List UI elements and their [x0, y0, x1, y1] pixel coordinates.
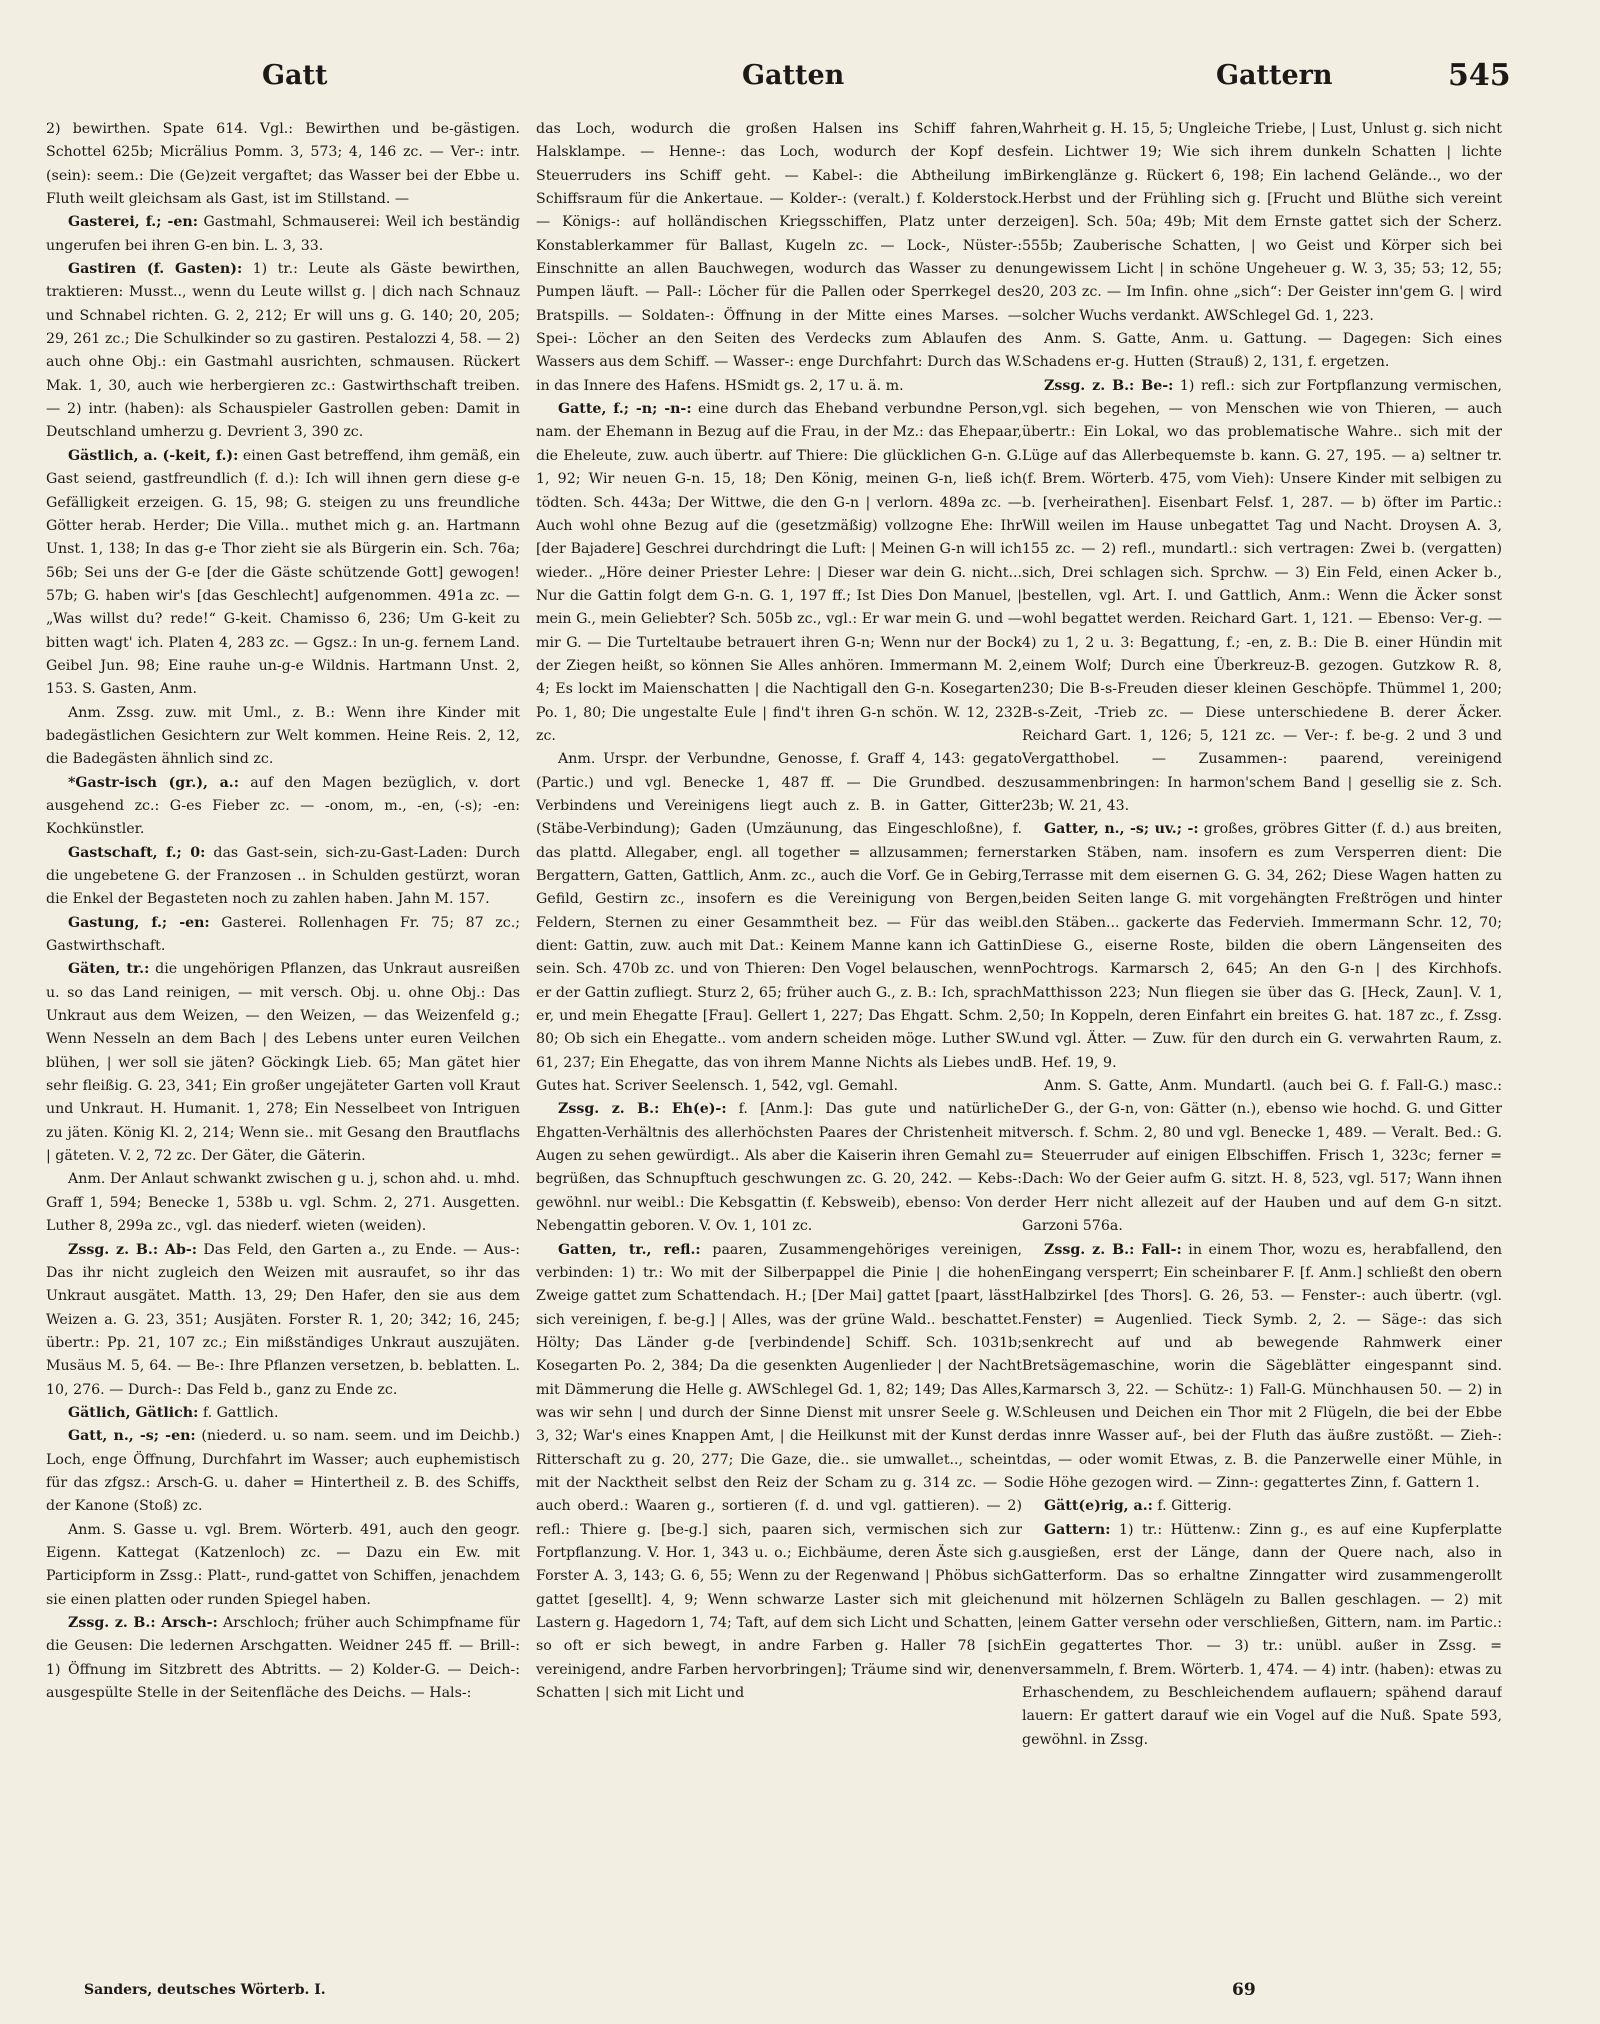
- dictionary-entry: [1022, 375, 1502, 819]
- entry-headword: Zssg. z. B.: Arsch-:: [68, 1615, 218, 1631]
- dictionary-entry: [46, 1425, 520, 1518]
- entry-text: f. Gattlich.: [202, 1404, 279, 1421]
- dictionary-entry: [46, 1402, 520, 1425]
- dictionary-entry: [46, 211, 520, 258]
- entry-headword: *Gastr-isch (gr.), a.:: [68, 774, 239, 791]
- entry-text: Gastmahl, Schmauserei: Weil ich beständig ungerufen bei ihren G-en bin. L. 3, 33.: [46, 214, 520, 254]
- entry-text: f. Gitterig.: [1157, 1498, 1232, 1515]
- column-center: [536, 118, 1022, 1974]
- column-left: [46, 118, 520, 1974]
- dictionary-entry: [536, 398, 1022, 748]
- entry-text: 1) refl.: sich zur Fortpflanzung vermischen, vgl. sich begehen, — von Menschen wie von Thieren, — auch übertr.: Ein Lokal, wo das problematische Wahre.. sich mit der Lüge auf das Allerbequemste b. kann. G. 27, 195. — a) seltner tr. (f. Brem. Wörterb. 475, vom Vieh): Unsere Kinder mit selbigen zu b. [verheirathen]. Eisenbart Felsf. 1, 287. — b) öfter im Partic.: Will weilen im Hause unbegattet Tag und Nacht. Droysen A. 3, 155 zc. — 2) refl., mundartl.: sich vertragen: Zwei b. (vergatten) sich, Drei schlagen sich. Sprchw. — 3) Ein Feld, einen Acker b., bestellen, vgl. Art. I. und Gattlich, Anm.: Wenn die Äcker sonst wohl begattet werden. Reichard Gart. 1, 121. — Ebenso: Ver-g. — 4) zu 1, 2 u. 3: Begattung, f.; -en, z. B.: Die B. einer Hündin mit einem Wolf; Durch eine Überkreuz-B. gezogen. Gutzkow R. 8, 230; Die B-s-Freuden dieser kleinen Geschöpfe. Thümmel 1, 200; B-s-Zeit, -Trieb zc. — Diese unterschiedene B. derer Äcker. Reichard Gart. 1, 126; 5, 121 zc. — Ver-: f. be-g. 2 und 3 und Vergatthobel. — Zusammen-: paarend, vereinigend zusammenbringen: In harmon'schem Band | gesellig sie z. Sch. 23b; W. 21, 43.: [1022, 377, 1502, 814]
- dictionary-entry: [46, 702, 520, 772]
- page-number: 545: [1448, 58, 1511, 93]
- entry-text: Arschloch; früher auch Schimpfname für die Geusen: Die ledernen Arschgatten. Weidner 245 ff. — Brill-: 1) Öffnung im Sitzbrett des Abtritts. — 2) Kolder-G. — Deich-: ausgespülte Stelle in der Seitenfläche des Deichs. — Hals-:: [46, 1615, 520, 1702]
- entry-text: Wahrheit g. H. 15, 5; Ungleiche Triebe, | Lust, Unlust g. sich nicht fein. Lichtwer 19; Wie sich ihrem dunkeln Schatten | lichte Birkenglänze g. Rückert 6, 198; Ein lachend Gelände.., wo der Herbst und der Frühling sich g. [Frucht und Blüthe sich vereint zeigen]. Sch. 50a; 49b; Mit dem Ernste gattet sich der Scherz. 555b; Zauberische Schatten, | wo Geist und Körper sich bei ungewissem Licht | in schöne Ungeheuer g. W. 3, 35; 53; 12, 55; 20, 203 zc. — Im Infin. ohne „sich“: Der Geister inn'gem G. | wird solcher Wuchs verdankt. AWSchlegel Gd. 1, 223.: [1022, 121, 1502, 324]
- entry-text: Das Feld, den Garten a., zu Ende. — Aus-: Das ihr nicht zugleich den Weizen mit ausraufet, so ihr das Unkraut ausgätet. Matth. 13, 29; Den Hafer, den sie aus dem Weizen a. G. 23, 351; Ausjäten. Forster R. 1, 20; 342; 16, 245; übertr.: Pp. 21, 107 zc.; Ein mißständiges Unkraut auszujäten. Musäus M. 5, 64. — Be-: Ihre Pflanzen versetzen, b. beblatten. L. 10, 276. — Durch-: Das Feld b., ganz zu Ende zc.: [46, 1241, 520, 1398]
- dictionary-entry: [1022, 1239, 1502, 1496]
- entry-headword: Gastiren (f. Gasten):: [68, 261, 243, 278]
- entry-headword: Zssg. z. B.: Be-:: [1044, 377, 1174, 394]
- dictionary-entry: [46, 118, 520, 211]
- entry-headword: Gästlich, a. (-keit, f.):: [68, 447, 239, 464]
- dictionary-entry: [46, 958, 520, 1168]
- header-headword-center: Gatten: [742, 60, 845, 91]
- dictionary-entry: [536, 748, 1022, 1098]
- entry-text: Anm. Urspr. der Verbundne, Genosse, f. Graff 4, 143: gegato (Partic.) und vgl. Benecke 1, 487 ff. — Die Grundbed. des Verbindens und Vereinigens liegt auch z. B. in Gatter, Gitter (Stäbe-Verbindung); Gaden (Umzäunung, das Eingeschloßne), f. das plattd. Allegaber, engl. all together = allzusammen; ferner Bergattern, Gatten, Gattlich, Anm. zc., auch die Vorf. Ge in Gebirg, Gefild, Gestirn zc., insofern es die Vereinigung von Bergen, Feldern, Sternen zu einer Gesammtheit bez. — Für das weibl. dient: Gattin, zuw. auch mit Dat.: Keinem Manne kann ich Gattin sein. Sch. 470b zc. und von Thieren: Den Vogel belauschen, wenn er der Gattin zufliegt. Sturz 2, 65; früher auch G., z. B.: Ich, sprach er, und mein Ehegatte [Frau]. Gellert 1, 227; Das Ehgatt. Schm. 2, 80; Ob sich ein Ehegatte.. vom andern scheiden möge. Luther SW. 61, 237; Ein Ehegatte, das von ihrem Manne Nichts als Liebes und Gutes hat. Scriver Seelensch. 1, 542, vgl. Gemahl.: [536, 751, 1022, 1095]
- dictionary-entry: [1022, 1075, 1502, 1238]
- entry-text: das Gast-sein, sich-zu-Gast-Laden: Durch die ungebetene G. der Franzosen .. in Schulden gestürzt, woran die Enkel der Begasteten noch zu zahlen haben. Jahn M. 157.: [46, 844, 520, 908]
- entry-text: einen Gast betreffend, ihm gemäß, ein Gast seiend, gastfreundlich (f. d.): Ich will ihnen gern diese g-e Gefälligkeit erzeigen. G. 15, 98; G. steigen zu uns freundliche Götter herab. Herder; Die Villa.. muthet mich g. an. Hartmann Unst. 1, 138; In das g-e Thor zieht sie als Bürgerin ein. Sch. 76a; 56b; Sei uns der G-e [der die Gäste schützende Gott] gewogen! 57b; G. haben wir's [das Geschlecht] aufgenommen. 491a zc. — „Was willst du? rede!“ G-keit. Chamisso 6, 236; Um G-keit zu bitten wagt' ich. Platen 4, 283 zc. — Ggsz.: In un-g. fernem Land. Geibel Jun. 98; Eine rauhe un-g-e Wildnis. Hartmann Unst. 2, 153. S. Gasten, Anm.: [46, 447, 520, 698]
- entry-text: paaren, Zusammengehöriges vereinigen, verbinden: 1) tr.: Wo mit der Silberpappel die Pinie | die hohen Zweige gattet zum Schattendach. H.; [Der Mai] gattet [paart, lässt sich vereinigen, f. be-g.] | Alles, was der grüne Wald.. beschattet. Hölty; Das Länder g-de [verbindende] Schiff. Sch. 1031b; Kosegarten Po. 2, 384; Da die gesenkten Augenlieder | der Nacht mit Dämmerung die Helle g. AWSchlegel Gd. 1, 82; 149; Das Alles, was wir sehn | und durch der Sinne Dienst mit unsrer Seele g. W. 3, 32; War's eines Knappen Amt, | die Heilkunst mit der Kunst der Ritterschaft zu g. 20, 277; Die Gaze, die.. sie umwallet.., scheint mit der Nacktheit selbst den Reiz der Scham zu g. 314 zc. — So auch oberd.: Waaren g., sortieren (f. d. und vgl. gattieren). — 2) refl.: Thiere g. [be-g.] sich, paaren sich, vermischen sich zur Fortpflanzung. V. Hor. 1, 343 u. o.; Eichbäume, deren Äste sich g. Forster A. 3, 143; G. 6, 55; Wenn zu der Regenwand | Phöbus sich gattet [gesellt]. 4, 9; Wenn schwarze Laster sich mit gleichen Lastern g. Hagedorn 1, 74; Taft, auf dem sich Licht und Schatten, | so oft er sich bewegt, in andre Farben g. Haller 78 [sich vereinigend, andre Farben hervorbringen]; Träume sind wir, denen Schatten | sich mit Licht und: [536, 1241, 1022, 1702]
- entry-headword: Gastschaft, f.; 0:: [68, 844, 206, 861]
- entry-headword: Gatter, n., -s; uv.; -:: [1044, 821, 1199, 838]
- entry-text: Anm. S. Gasse u. vgl. Brem. Wörterb. 491, auch den geogr. Eigenn. Kattegat (Katzenloch) zc. — Dazu ein Ew. mit Participform in Zssg.: Platt-, rund-gattet von Schiffen, jenachdem sie einen platten oder runden Spiegel haben.: [46, 1521, 520, 1608]
- header-headword-left: Gatt: [262, 60, 328, 91]
- dictionary-entry: [46, 1239, 520, 1402]
- dictionary-entry: [46, 258, 520, 445]
- entry-headword: Gatten, tr., refl.:: [558, 1241, 701, 1258]
- dictionary-entry: [536, 118, 1022, 398]
- dictionary-entry: [46, 445, 520, 702]
- entry-text: Anm. S. Gatte, Anm. Mundartl. (auch bei G. f. Fall-G.) masc.: Der G., der G-n, von: Gätter (n.), ebenso wie hochd. G. und Gitter versch. f. Schm. 2, 80 und vgl. Benecke 1, 489. — Veralt. Bed.: G. = Steuerruder auf einigen Elbschiffen. Frisch 1, 323c; ferner = Dach: Wo der Geier aufm G. sitzt. H. 8, 523, vgl. 517; Wann ihnen der Herr nicht allezeit auf der Hauben und auf dem G-n sitzt. Garzoni 576a.: [1022, 1078, 1502, 1235]
- dictionary-entry: [1022, 118, 1502, 328]
- entry-text: das Loch, wodurch die großen Halsen ins Schiff fahren, Halsklampe. — Henne-: das Loch, wodurch der Kopf des Steuerruders ins Schiff geht. — Kabel-: die Abtheilung im Schiffsraum für die Ankertaue. — Kolder-: (veralt.) f. Kolderstock. — Königs-: auf holländischen Kriegsschiffen, Platz unter der Konstablerkammer für Ballast, Kugeln zc. — Lock-, Nüster-: Einschnitte an allen Bauchwegen, wodurch das Wasser zu den Pumpen läuft. — Pall-: Löcher für die Pallen oder Sperrkegel des Bratspills. — Soldaten-: Öffnung in der Mitte eines Marses. — Spei-: Löcher an den Seiten des Verdecks zum Ablaufen des Wassers aus dem Schiff. — Wasser-: enge Durchfahrt: Durch das W. in das Innere des Hafens. HSmidt gs. 2, 17 u. ä. m.: [536, 121, 1022, 394]
- entry-headword: Gatte, f.; -n; -n-:: [558, 401, 692, 418]
- entry-headword: Gätt(e)rig, a.:: [1044, 1498, 1153, 1515]
- page-header: [0, 52, 1600, 102]
- column-right: [1022, 118, 1502, 1974]
- entry-headword: Zssg. z. B.: Eh(e)-:: [558, 1101, 727, 1118]
- dictionary-entry: [46, 772, 520, 842]
- header-headword-right: Gattern: [1216, 60, 1333, 91]
- dictionary-entry: [46, 1612, 520, 1705]
- dictionary-entry: [536, 1098, 1022, 1238]
- dictionary-entry: [1022, 328, 1502, 375]
- dictionary-entry: [46, 842, 520, 912]
- entry-text: großes, gröbres Gitter (f. d.) aus breiten, starken Stäben, nam. insofern es zum Versperren dient: Die Terrasse mit dem eisernen G. G. 34, 262; Diese Wagen hatten zu beiden Seiten lange G. mit vorgehängten Freßtrögen und hinter den Stäben... gackerte das Federvieh. Immermann Schr. 12, 70; Diese G., eiserne Roste, bilden die obern Längenseiten des Pochtrogs. Karmarsch 2, 645; An den G-n | des Kirchhofs. Matthisson 223; Nun fliegen sie über das G. [Heck, Zaun]. V. 1, 50; In Koppeln, deren Einfahrt ein breites G. hat. 187 zc., f. Zssg. und vgl. Ätter. — Zuw. für den durch ein G. verwahrten Raum, z. B. Hef. 19, 9.: [1022, 821, 1502, 1071]
- dictionary-entry: [46, 912, 520, 959]
- entry-text: auf den Magen bezüglich, v. dort ausgehend zc.: G-es Fieber zc. — -onom, m., -en, (-s); -en: Kochkünstler.: [46, 774, 520, 838]
- entry-text: Gasterei. Rollenhagen Fr. 75; 87 zc.; Gastwirthschaft.: [46, 914, 520, 955]
- entry-text: 2) bewirthen. Spate 614. Vgl.: Bewirthen und be-gästigen. Schottel 625b; Micrälius Pomm. 3, 573; 4, 146 zc. — Ver-: intr. (sein): seem.: Die (Ge)zeit vergaftet; das Wasser bei der Ebbe u. Fluth weilt gleichsam als Gast, ist im Stillstand. —: [46, 121, 520, 208]
- entry-headword: Gasterei, f.; -en:: [68, 214, 198, 231]
- entry-text: Anm. Zssg. zuw. mit Uml., z. B.: Wenn ihre Kinder mit badegästlichen Gesichtern zur Welt kommen. Heine Reis. 2, 12, die Badegästen ähnlich sind zc.: [46, 704, 520, 768]
- dictionary-entry: [1022, 1519, 1502, 1752]
- dictionary-entry: [1022, 818, 1502, 1075]
- dictionary-entry: [1022, 1495, 1502, 1518]
- entry-text: Anm. S. Gatte, Anm. u. Gattung. — Dagegen: Sich eines Schadens er-g. Hutten (Strauß) 2, 131, f. ergetzen.: [1022, 331, 1502, 371]
- footer-signature: 69: [1232, 1980, 1256, 2000]
- entry-headword: Gäten, tr.:: [68, 961, 150, 978]
- entry-headword: Gastung, f.; -en:: [68, 914, 210, 931]
- entry-headword: Gatt, n., -s; -en:: [68, 1428, 196, 1445]
- entry-headword: Gätlich, Gätlich:: [68, 1404, 199, 1421]
- entry-text: eine durch das Eheband verbundne Person, nam. der Ehemann in Bezug auf die Frau, in der Mz.: das Ehepaar, die Eheleute, zuw. auch übertr. auf Thiere: Die glücklichen G-n. G. 1, 92; Wir neuen G-n. 15, 18; Den König, meinen G-n, ließ ich tödten. Sch. 443a; Der Wittwe, die den G-n | verlorn. 489a zc. — Auch wohl ohne Bezug auf die (gesetzmäßig) vollzogne Ehe: Ihr [der Bajadere] Geschrei durchdringt die Luft: | Meinen G-n will ich wieder.. „Höre deiner Priester Lehre: | Dieser war dein G. nicht... Nur die Gattin folgt dem G-n. G. 1, 197 ff.; Ist Dies Don Manuel, | mein G., mein Geliebter? Sch. 505b zc., vgl.: Er war mein G. und — mir G. — Die Turteltaube betrauert ihren G-n; Wenn nur der Bock der Ziegen heißt, so können Sie Alles anhören. Immermann M. 2, 4; Es lockt im Maienschatten | die Nachtigall den G-n. Kosegarten Po. 1, 80; Die ungestalte Eule | find't ihren G-n schön. W. 12, 232 zc.: [536, 401, 1022, 744]
- entry-text: die ungehörigen Pflanzen, das Unkraut ausreißen u. so das Land reinigen, — mit versch. Obj. u. ohne Obj.: Das Unkraut aus dem Weizen, — den Weizen, — das Weizenfeld g.; Wenn Nesseln an dem Bach | des Lebens unter euren Veilchen blühen, | wer soll sie jäten? Göckingk Lieb. 65; Man gätet hier sehr fleißig. G. 23, 341; Ein großer ungejäteter Garten voll Kraut und Unkraut. H. Humanit. 1, 278; Ein Nesselbeet von Intriguen zu jäten. König Kl. 2, 214; Wenn sie.. mit Gesang den Brautflachs | gäteten. V. 2, 72 zc. Der Gäter, die Gäterin.: [46, 961, 520, 1165]
- footer-source: Sanders, deutsches Wörterb. I.: [84, 1982, 326, 1998]
- dictionary-entry: [46, 1519, 520, 1612]
- entry-headword: Zssg. z. B.: Ab-:: [68, 1241, 197, 1258]
- entry-headword: Gattern:: [1044, 1521, 1111, 1538]
- dictionary-entry: [536, 1239, 1022, 1706]
- entry-text: (niederd. u. so nam. seem. und im Deichb.) Loch, enge Öffnung, Durchfahrt im Wasser; auch euphemistisch für das zfgsz.: Arsch-G. u. daher = Hintertheil z. B. des Schiffs, der Kanone (Stoß) zc.: [46, 1428, 520, 1515]
- entry-headword: Zssg. z. B.: Fall-:: [1044, 1241, 1182, 1258]
- entry-text: 1) tr.: Hüttenw.: Zinn g., es auf eine Kupferplatte ausgießen, erst der Länge, dann der Quere nach, also in Gatterform. Das so erhaltne Zinngatter wird zusammengerollt und mit hölzernen Schlägeln zu Ballen geschlagen. — 2) mit einem Gatter versehn oder verschließen, Gittern, nam. im Partic.: Ein gegattertes Thor. — 3) tr.: unübl. außer in Zssg. = versammeln, f. Brem. Wörterb. 1, 474. — 4) intr. (haben): etwas zu Erhaschendem, zu Beschleichendem auflauern; spähend darauf lauern: Er gattert darauf wie ein Vogel auf die Nuß. Spate 593, gewöhnl. in Zssg.: [1022, 1521, 1502, 1748]
- dictionary-entry: [46, 1168, 520, 1238]
- entry-text: in einem Thor, wozu es, herabfallend, den Eingang versperrt; Ein scheinbarer F. [f. Anm.] schließt den obern Halbzirkel [des Thors]. G. 26, 53. — Fenster-: auch übertr. (vgl. Fenster) = Augenlied. Tieck Symb. 2, 2. — Säge-: das sich senkrecht auf und ab bewegende Rahmwerk einer Bretsägemaschine, worin die Sägeblätter eingespannt sind. Karmarsch 3, 22. — Schütz-: 1) Fall-G. Münchhausen 50. — 2) in Schleusen und Deichen ein Thor mit 2 Flügeln, die bei der Ebbe das innre Wasser auf-, bei der Fluth das äußre zustößt. — Zieh-: das, — oder womit Etwas, z. B. die Panzerwelle einer Mühle, in die Höhe gezogen wird. — Zinn-: gegattertes Zinn, f. Gattern 1.: [1022, 1241, 1502, 1491]
- entry-text: f. [Anm.]: Das gute und natürliche Ehgatten-Verhältnis des allerhöchsten Paares der Christenheit mit Augen zu sehen gewürdigt.. Als aber die Kaiserin ihren Gemahl zu begrüßen, das Schnupftuch geschwungen zc. G. 20, 242. — Kebs-: gewöhnl. nur weibl.: Die Kebsgattin (f. Kebsweib), ebenso: Von der Nebengattin geboren. V. Ov. 1, 101 zc.: [536, 1101, 1022, 1235]
- entry-text: Anm. Der Anlaut schwankt zwischen g u. j, schon ahd. u. mhd. Graff 1, 594; Benecke 1, 538b u. vgl. Schm. 2, 271. Ausgetten. Luther 8, 299a zc., vgl. das niederf. wieten (weiden).: [46, 1171, 520, 1235]
- entry-text: 1) tr.: Leute als Gäste bewirthen, traktieren: Musst.., wenn du Leute willst g. | dich nach Schnauz und Schnabel richten. G. 2, 212; Er will uns g. G. 140; 20, 205; 29, 261 zc.; Die Schulkinder so zu gastiren. Pestalozzi 4, 58. — 2) auch ohne Obj.: ein Gastmahl ausrichten, schmausen. Rückert Mak. 1, 30, auch wie herbergieren zc.: Gastwirthschaft treiben. — 2) intr. (haben): als Schauspieler Gastrollen geben: Damit in Deutschland umherzu g. Devrient 3, 390 zc.: [46, 261, 520, 441]
